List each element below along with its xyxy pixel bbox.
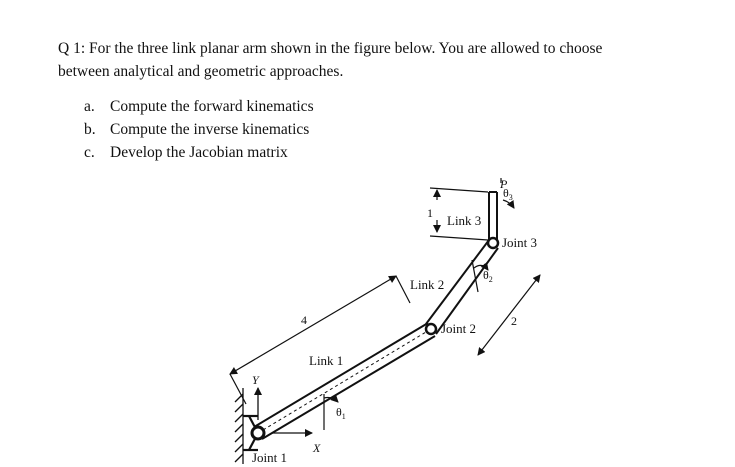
- theta-3-label: $\theta_3$: [503, 186, 513, 202]
- point-p-label: P: [500, 177, 508, 191]
- list-item-label: a.: [84, 98, 95, 115]
- question-line-1: Q 1: For the three link planar arm shown in the figure below. You are allowed to choose: [58, 40, 603, 57]
- joint-3-label: Joint 3: [502, 235, 538, 250]
- link-3-bar: [489, 192, 497, 242]
- link-3-label: Link 3: [447, 213, 482, 228]
- link-1-length: 4: [301, 313, 307, 327]
- link-1-label: Link 1: [309, 353, 344, 368]
- joint-1-circle: [252, 427, 264, 439]
- list-item-text: Compute the inverse kinematics: [110, 121, 310, 138]
- link-2-label: Link 2: [410, 277, 445, 292]
- theta-1-label: $\theta_1$: [336, 405, 346, 421]
- list-item-text: Develop the Jacobian matrix: [110, 144, 288, 161]
- joint-1-label: Joint 1: [252, 450, 288, 465]
- joint-2-circle: [426, 324, 436, 334]
- x-axis-label: X: [313, 441, 321, 455]
- joint-2-label: Joint 2: [441, 321, 477, 336]
- list-item-text: Compute the forward kinematics: [110, 98, 314, 115]
- list-item-label: b.: [84, 121, 96, 138]
- list-item-label: c.: [84, 144, 95, 161]
- joint-3-circle: [488, 238, 498, 248]
- y-axis-label: Y: [252, 373, 259, 387]
- link-1-bar: [254, 323, 435, 439]
- question-line-2: between analytical and geometric approaches.: [58, 63, 344, 80]
- link-3-length: 1: [427, 206, 433, 220]
- ground-hatch: [235, 388, 243, 464]
- link-2-length: 2: [511, 314, 517, 328]
- dimension-link-2: [478, 275, 540, 355]
- theta-2-label: $\theta_2$: [483, 268, 493, 284]
